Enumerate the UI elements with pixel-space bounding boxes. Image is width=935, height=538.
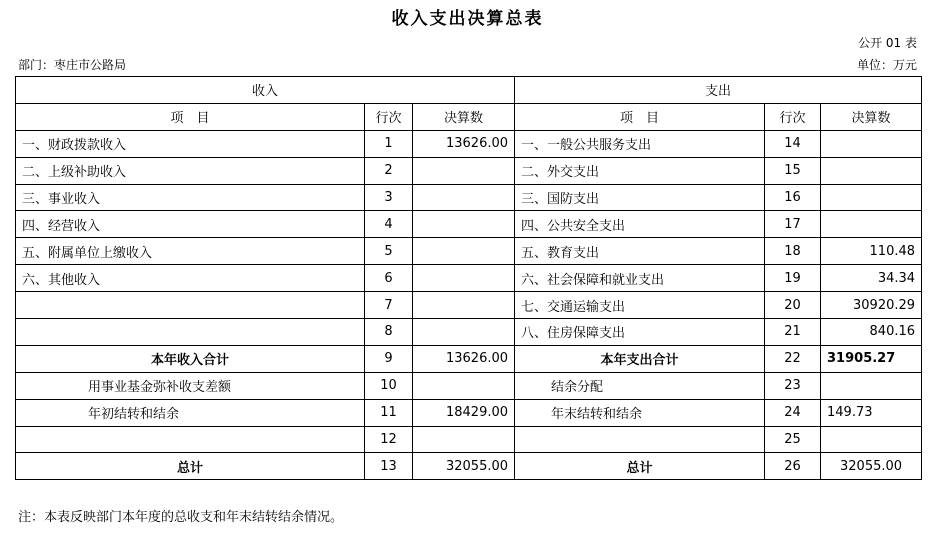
expense-row-no: 14 bbox=[765, 130, 821, 157]
expense-amount: 34.34 bbox=[821, 265, 922, 292]
income-row-no: 11 bbox=[365, 399, 413, 426]
table-row bbox=[16, 292, 922, 319]
table-row bbox=[16, 399, 922, 426]
expense-item: 二、外交支出 bbox=[515, 157, 765, 184]
income-item: 年初结转和结余 bbox=[16, 399, 365, 426]
income-row-no: 4 bbox=[365, 211, 413, 238]
expense-row-no: 24 bbox=[765, 399, 821, 426]
expense-row-no: 18 bbox=[765, 238, 821, 265]
income-item: 一、财政拨款收入 bbox=[16, 130, 365, 157]
expense-amount-header: 决算数 bbox=[821, 103, 922, 130]
table-row bbox=[16, 157, 922, 184]
expense-amount: 149.73 bbox=[821, 399, 922, 426]
expense-item: 五、教育支出 bbox=[515, 238, 765, 265]
expense-amount bbox=[821, 372, 922, 399]
expense-row-no: 25 bbox=[765, 426, 821, 453]
expense-grand-total-amount: 32055.00 bbox=[821, 453, 922, 480]
income-row-no: 7 bbox=[365, 292, 413, 319]
income-item: 三、事业收入 bbox=[16, 184, 365, 211]
department-label: 部门：枣庄市公路局 bbox=[18, 58, 127, 72]
column-header-row bbox=[16, 103, 922, 130]
expense-amount bbox=[821, 211, 922, 238]
expense-item: 结余分配 bbox=[515, 372, 765, 399]
expense-section-header: 支出 bbox=[515, 77, 922, 104]
expense-amount: 840.16 bbox=[821, 319, 922, 346]
income-row-no: 3 bbox=[365, 184, 413, 211]
expense-item: 一、一般公共服务支出 bbox=[515, 130, 765, 157]
income-item bbox=[16, 319, 365, 346]
expense-grand-total-label: 总计 bbox=[515, 453, 765, 480]
income-amount bbox=[413, 372, 515, 399]
expense-item bbox=[515, 426, 765, 453]
year-total-row bbox=[16, 345, 922, 372]
income-row-no: 1 bbox=[365, 130, 413, 157]
table-row bbox=[16, 265, 922, 292]
expense-item: 八、住房保障支出 bbox=[515, 319, 765, 346]
table-row bbox=[16, 238, 922, 265]
table-row bbox=[16, 184, 922, 211]
expense-row-no: 23 bbox=[765, 372, 821, 399]
income-item: 四、经营收入 bbox=[16, 211, 365, 238]
expense-amount bbox=[821, 157, 922, 184]
income-item-header: 项 目 bbox=[16, 103, 365, 130]
income-amount bbox=[413, 426, 515, 453]
income-row-no: 10 bbox=[365, 372, 413, 399]
expense-amount: 110.48 bbox=[821, 238, 922, 265]
income-grand-total-label: 总计 bbox=[16, 453, 365, 480]
income-row-no: 12 bbox=[365, 426, 413, 453]
income-item bbox=[16, 292, 365, 319]
income-amount bbox=[413, 211, 515, 238]
income-amount-header: 决算数 bbox=[413, 103, 515, 130]
income-amount bbox=[413, 265, 515, 292]
expense-item: 七、交通运输支出 bbox=[515, 292, 765, 319]
expense-item: 四、公共安全支出 bbox=[515, 211, 765, 238]
expense-row-no: 15 bbox=[765, 157, 821, 184]
expense-rowno-header: 行次 bbox=[765, 103, 821, 130]
expense-row-no: 21 bbox=[765, 319, 821, 346]
expense-row-no: 20 bbox=[765, 292, 821, 319]
expense-item-header: 项 目 bbox=[515, 103, 765, 130]
income-row-no: 2 bbox=[365, 157, 413, 184]
income-amount bbox=[413, 238, 515, 265]
section-header-row bbox=[16, 77, 922, 104]
income-amount bbox=[413, 319, 515, 346]
income-item bbox=[16, 426, 365, 453]
form-number: 公开 01 表 bbox=[858, 36, 917, 50]
income-item: 二、上级补助收入 bbox=[16, 157, 365, 184]
income-expense-table bbox=[15, 76, 922, 480]
expense-row-no: 22 bbox=[765, 345, 821, 372]
table-row bbox=[16, 211, 922, 238]
expense-row-no: 19 bbox=[765, 265, 821, 292]
income-row-no: 6 bbox=[365, 265, 413, 292]
report-title: 收入支出决算总表 bbox=[391, 9, 544, 29]
expense-row-no: 26 bbox=[765, 453, 821, 480]
table-row bbox=[16, 426, 922, 453]
income-item: 六、其他收入 bbox=[16, 265, 365, 292]
income-amount: 18429.00 bbox=[413, 399, 515, 426]
income-amount bbox=[413, 157, 515, 184]
income-row-no: 8 bbox=[365, 319, 413, 346]
income-amount: 13626.00 bbox=[413, 130, 515, 157]
expense-row-no: 16 bbox=[765, 184, 821, 211]
expense-amount bbox=[821, 426, 922, 453]
income-row-no: 5 bbox=[365, 238, 413, 265]
income-section-header: 收入 bbox=[16, 77, 515, 104]
income-grand-total-amount: 32055.00 bbox=[413, 453, 515, 480]
expense-row-no: 17 bbox=[765, 211, 821, 238]
expense-amount: 30920.29 bbox=[821, 292, 922, 319]
expense-amount bbox=[821, 130, 922, 157]
expense-item: 年末结转和结余 bbox=[515, 399, 765, 426]
expense-item: 六、社会保障和就业支出 bbox=[515, 265, 765, 292]
income-year-total-label: 本年收入合计 bbox=[16, 345, 365, 372]
income-year-total-amount: 13626.00 bbox=[413, 345, 515, 372]
grand-total-row bbox=[16, 453, 922, 480]
income-row-no: 13 bbox=[365, 453, 413, 480]
table-row bbox=[16, 319, 922, 346]
expense-year-total-amount: 31905.27 bbox=[821, 345, 922, 372]
income-rowno-header: 行次 bbox=[365, 103, 413, 130]
expense-year-total-label: 本年支出合计 bbox=[515, 345, 765, 372]
income-item: 用事业基金弥补收支差额 bbox=[16, 372, 365, 399]
expense-item: 三、国防支出 bbox=[515, 184, 765, 211]
income-amount bbox=[413, 292, 515, 319]
table-row bbox=[16, 130, 922, 157]
income-amount bbox=[413, 184, 515, 211]
unit-label: 单位：万元 bbox=[856, 58, 917, 72]
footnote: 注：本表反映部门本年度的总收支和年末结转结余情况。 bbox=[18, 510, 344, 525]
income-row-no: 9 bbox=[365, 345, 413, 372]
income-item: 五、附属单位上缴收入 bbox=[16, 238, 365, 265]
table-row bbox=[16, 372, 922, 399]
expense-amount bbox=[821, 184, 922, 211]
